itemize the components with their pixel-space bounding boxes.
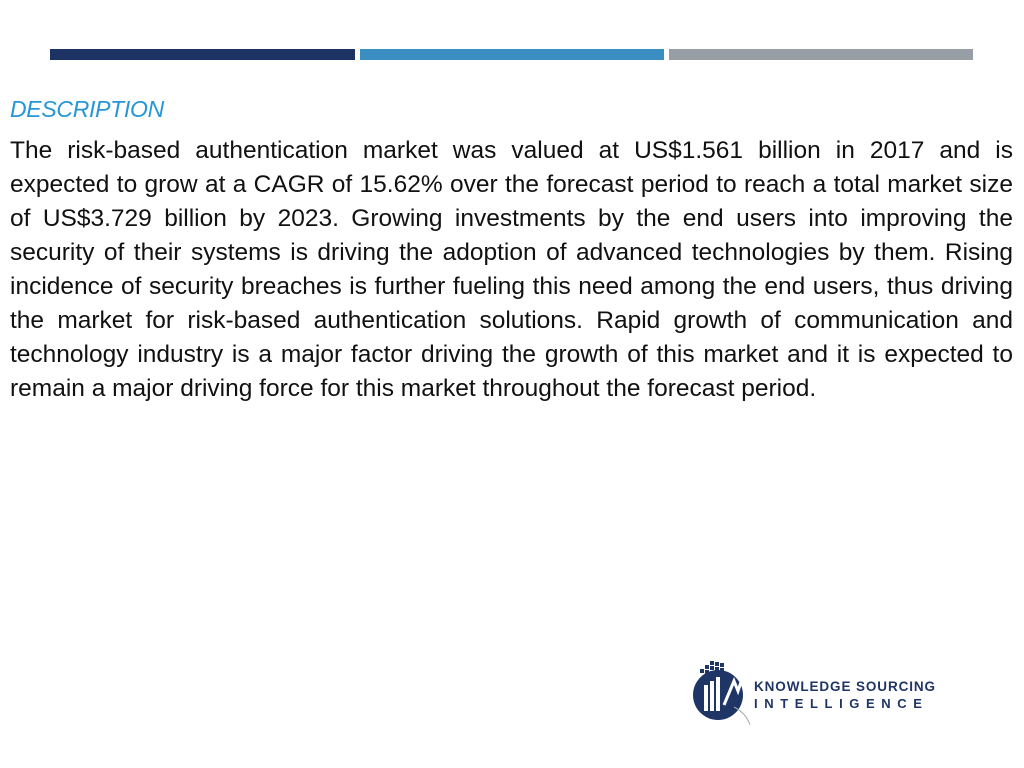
header-bar-dark xyxy=(50,49,355,60)
header-bar-gray xyxy=(669,49,973,60)
logo-text-line1: KNOWLEDGE SOURCING xyxy=(754,679,936,694)
logo-text-line2: INTELLIGENCE xyxy=(754,696,929,711)
description-paragraph: The risk-based authentication market was valued at US$1.561 billion in 2017 and is expected to grow at a CAGR of 15.62% over the forecast period to reach a total market size of US$3.729 billion by 2023. Growing investments by the end users into improving the security of their systems is driving the adoption of advanced technologies by them. Rising incidence of security breaches is further fueling this need among the end users, thus driving the market for risk-based authentication solutions. Rapid growth of communication and technology industry is a major factor driving the growth of this market and it is expected to remain a major driving force for this market throughout the forecast period. xyxy=(10,137,1013,402)
company-logo xyxy=(690,655,940,730)
header-bar-blue xyxy=(360,49,664,60)
globe-arrow-icon xyxy=(690,655,752,727)
section-heading: DESCRIPTION xyxy=(10,96,164,122)
